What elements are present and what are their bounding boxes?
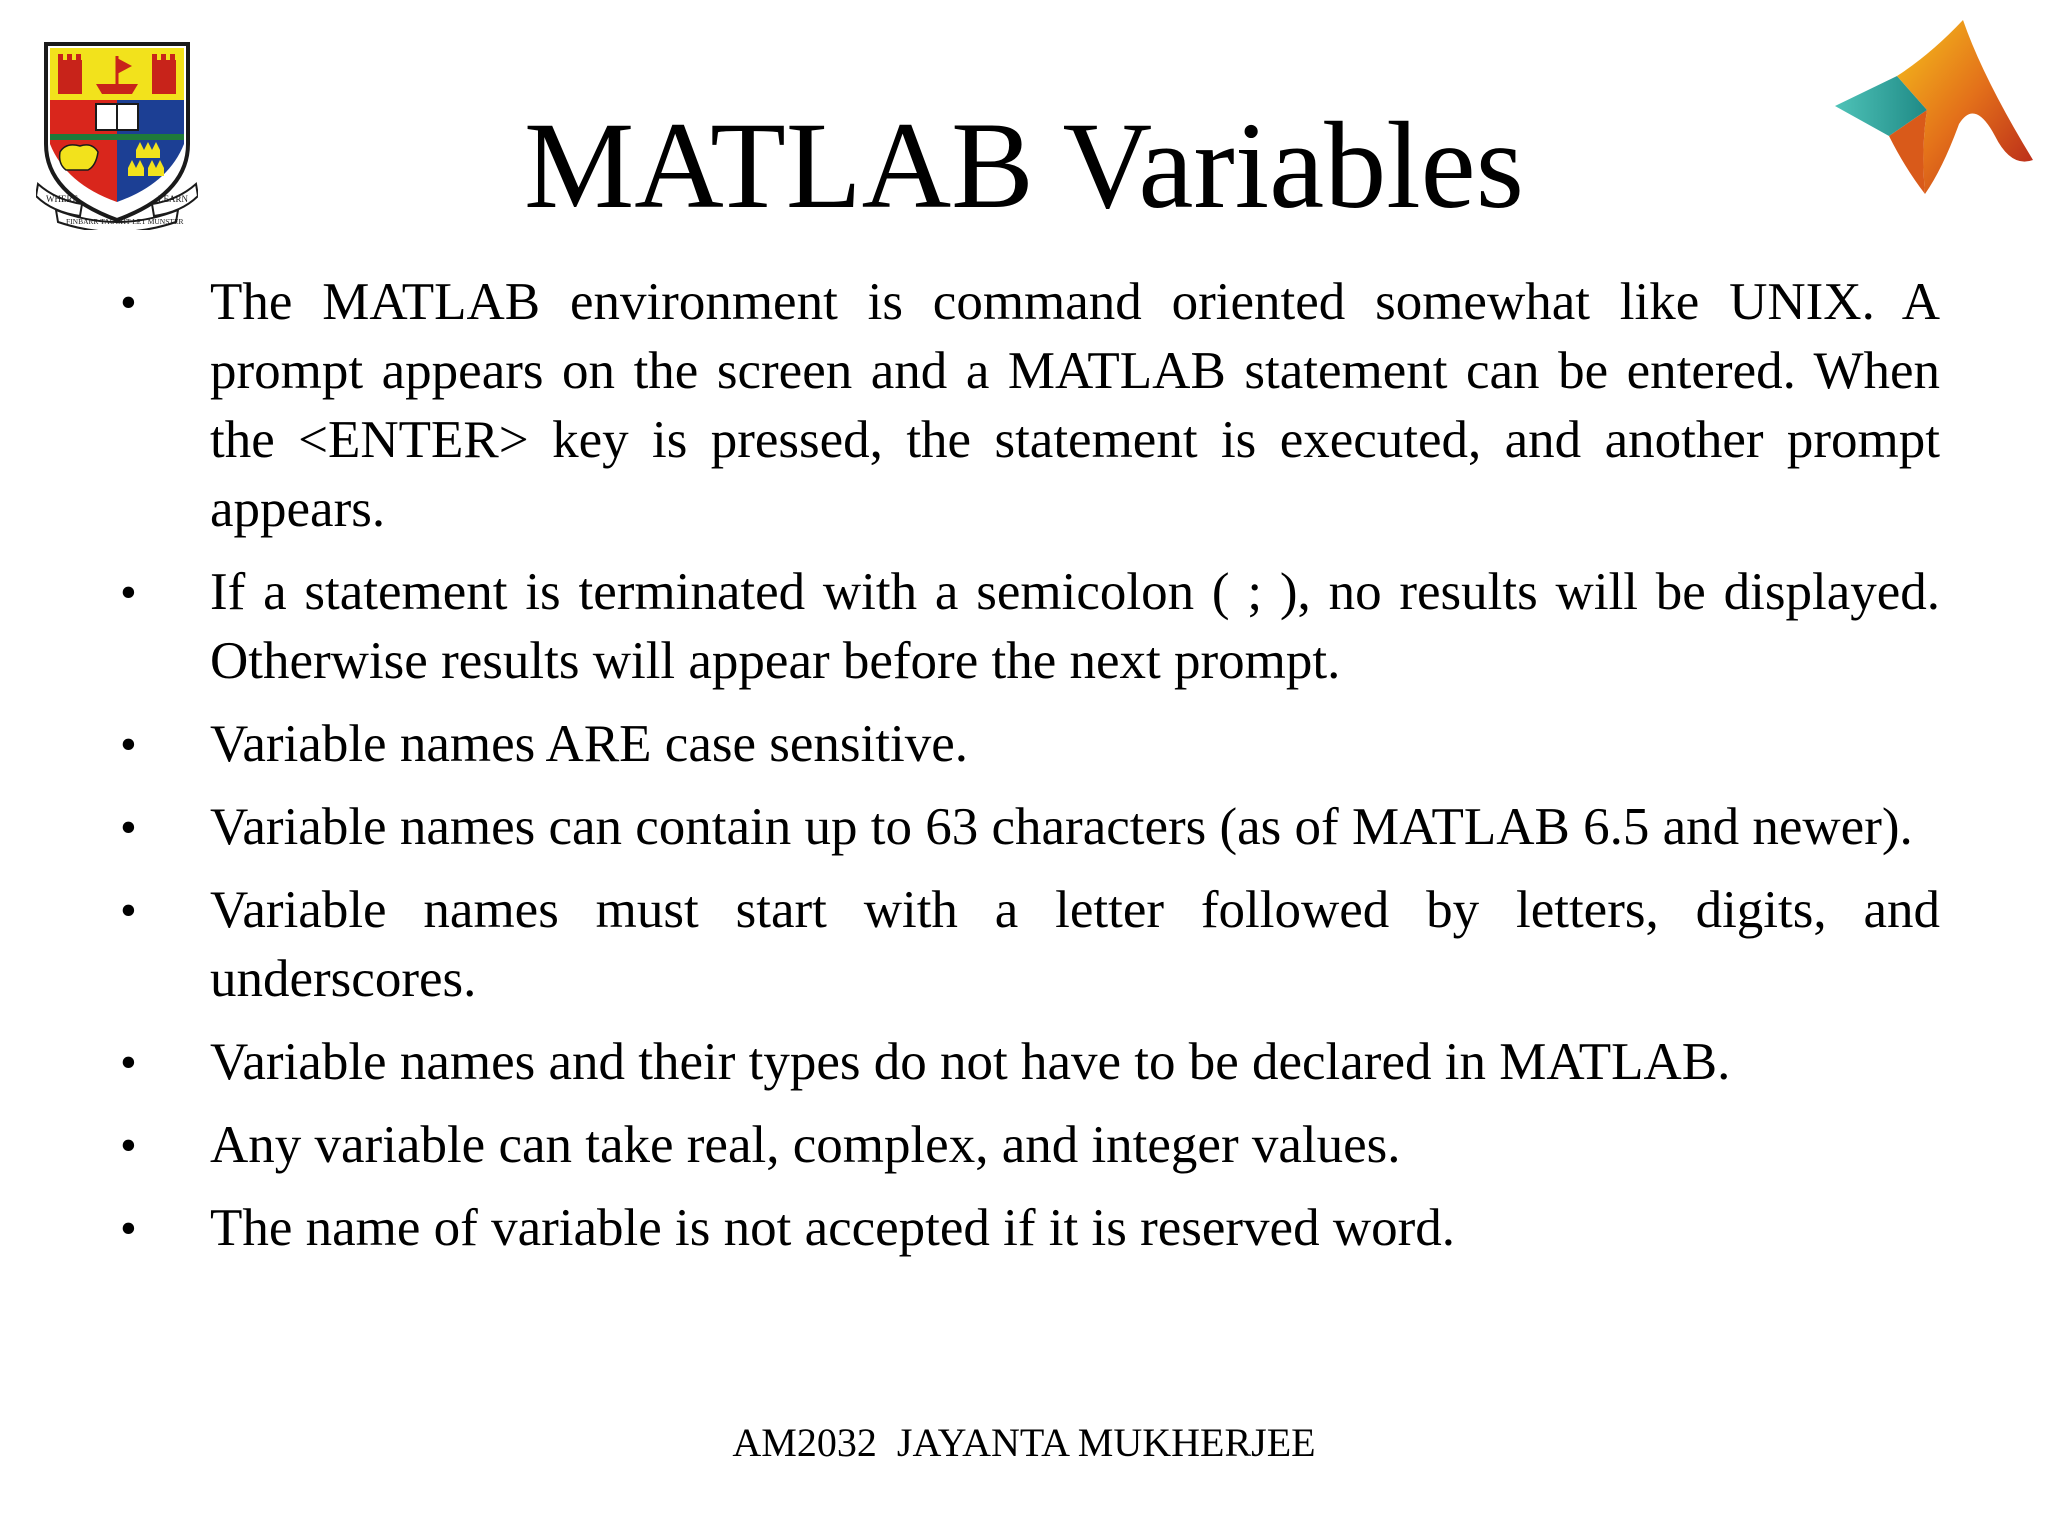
bullet-marker: •	[120, 1119, 137, 1172]
bullet-marker: •	[120, 276, 137, 329]
bullet-text: Variable names ARE case sensitive.	[210, 715, 968, 773]
bullet-text: Variable names must start with a letter followed by letters, digits, and underscores.	[210, 881, 1940, 1008]
crest-motto-right: LEARN	[158, 194, 188, 204]
crest-motto-bottom: FINBARR TAUGHT LET MUNSTER	[66, 217, 184, 226]
bullet-marker: •	[120, 566, 137, 619]
bullet-marker: •	[120, 884, 137, 937]
bullet-item	[120, 710, 1940, 779]
bullet-item	[120, 793, 1940, 862]
bullet-text: If a statement is terminated with a semicolon ( ; ), no results will be displayed. Otherwise results will appear before the next prompt.	[210, 563, 1940, 690]
bullet-text: The name of variable is not accepted if it is reserved word.	[210, 1199, 1456, 1257]
bullet-text: Variable names and their types do not have to be declared in MATLAB.	[210, 1033, 1731, 1091]
bullet-list	[120, 268, 1940, 1277]
bullet-item	[120, 1194, 1940, 1263]
bullet-text: Any variable can take real, complex, and integer values.	[210, 1116, 1401, 1174]
bullet-item	[120, 1028, 1940, 1097]
bullet-item	[120, 558, 1940, 696]
bullet-marker: •	[120, 1036, 137, 1089]
bullet-marker: •	[120, 801, 137, 854]
bullet-item	[120, 268, 1940, 544]
slide-footer: AM2032 JAYANTA MUKHERJEE	[732, 1420, 1316, 1465]
crest-motto-left: WHERE	[46, 194, 78, 204]
bullet-text: The MATLAB environment is command oriented somewhat like UNIX. A prompt appears on the screen and a MATLAB statement can be entered. When the <ENTER> key is pressed, the statement is executed, and another prompt appears.	[210, 273, 1940, 538]
bullet-text: Variable names can contain up to 63 characters (as of MATLAB 6.5 and newer).	[210, 798, 1913, 856]
slide-title: MATLAB Variables	[524, 97, 1524, 234]
bullet-item	[120, 1111, 1940, 1180]
bullet-marker: •	[120, 1202, 137, 1255]
bullet-item	[120, 876, 1940, 1014]
bullet-marker: •	[120, 718, 137, 771]
